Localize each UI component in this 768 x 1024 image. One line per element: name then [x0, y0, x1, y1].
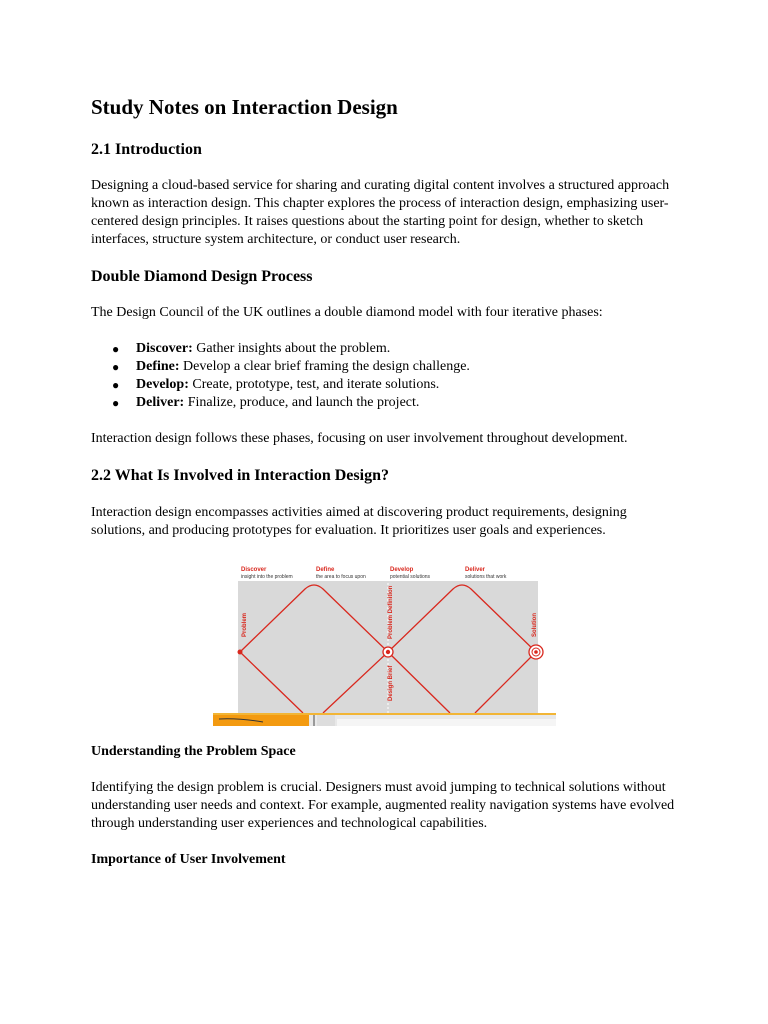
label-problem-definition: Problem Definition [388, 585, 394, 639]
phase-sub-deliver: solutions that work [465, 574, 507, 580]
problem-space-paragraph: Identifying the design problem is crucial. Designers must avoid jumping to technical solutions without understanding user needs and context. For example, augmented reality navigation systems have evolved through understanding user experiences and technological capabilities. [91, 780, 675, 831]
list-item: ● Deliver: Finalize, produce, and launch the project. [112, 395, 420, 410]
phase-label-develop: Develop [390, 567, 414, 573]
list-item: ● Define: Develop a clear brief framing the design challenge. [112, 359, 470, 374]
double-diamond-diagram [213, 561, 556, 726]
section-heading-user-involvement: Importance of User Involvement [91, 852, 286, 867]
label-problem: Problem [242, 612, 248, 637]
problem-node [238, 650, 243, 655]
phase-label-define: Define [316, 567, 335, 573]
bullet-icon: ● [112, 396, 120, 410]
phase-sub-develop: potential solutions [390, 574, 431, 580]
bullet-icon: ● [112, 342, 120, 356]
double-diamond-intro: The Design Council of the UK outlines a double diamond model with four iterative phases: [91, 305, 603, 320]
section-heading-double-diamond: Double Diamond Design Process [91, 268, 313, 285]
double-diamond-outro: Interaction design follows these phases, focusing on user involvement throughout development. [91, 431, 628, 446]
what-is-involved-paragraph: Interaction design encompasses activities aimed at discovering product requirements, designing solutions, and producing prototypes for evaluation. It prioritizes user goals and experiences. [91, 505, 627, 538]
phase-sub-discover: insight into the problem [241, 574, 293, 580]
list-item: ● Develop: Create, prototype, test, and iterate solutions. [112, 377, 440, 392]
bullet-icon: ● [112, 360, 120, 374]
phase-sub-define: the area to focus upon [316, 574, 366, 580]
list-item: ● Discover: Gather insights about the problem. [112, 341, 391, 356]
phase-list [91, 340, 470, 412]
page-title: Study Notes on Interaction Design [91, 95, 398, 119]
phase-label-deliver: Deliver [465, 567, 486, 573]
section-heading-problem-space: Understanding the Problem Space [91, 744, 296, 759]
label-design-brief: Design Brief [388, 665, 394, 701]
label-solution: Solution [532, 613, 538, 637]
phase-label-discover: Discover [241, 567, 267, 573]
section-heading-introduction: 2.1 Introduction [91, 141, 202, 158]
double-diamond-figure [213, 561, 556, 726]
section-heading-what-is-involved: 2.2 What Is Involved in Interaction Design? [91, 467, 389, 484]
intro-paragraph: Designing a cloud-based service for sharing and curating digital content involves a structured approach known as interaction design. This chapter explores the process of interaction design, emphasizing user-centered design principles. It raises questions about the starting point for design, whether to sketch interfaces, structure system architecture, or conduct user research. [91, 178, 670, 247]
bullet-icon: ● [112, 378, 120, 392]
